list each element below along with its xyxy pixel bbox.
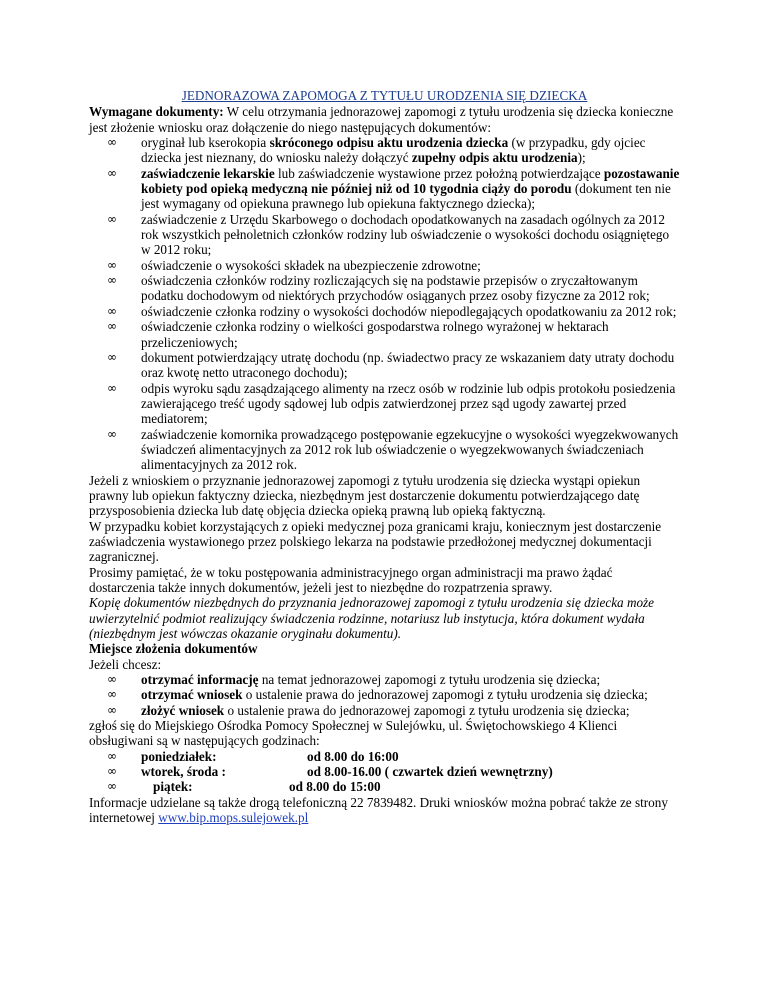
list-item (107, 702, 680, 718)
option-bold: otrzymać informację (141, 672, 259, 688)
hours-day: piątek: (153, 779, 193, 795)
copies-note: Kopię dokumentów niezbędnych do przyznania jednorazowej zapomogi z tytułu urodzenia się dziecka może uwierzytelnić podmiot realizujący świadczenia rodzinne, notariusz lub instytucja, która dokument wydała (niezbędnym jest wówczas okazanie oryginału dokumentu). (89, 595, 655, 642)
item-text: (dokument ten nie jest wymagany od opiekuna prawnego lub opiekuna faktycznego dziecka); (141, 181, 671, 212)
item-text: oryginał lub kserokopia (141, 135, 270, 151)
other-documents-paragraph: Prosimy pamiętać, że w toku postępowania administracyjnego organ administracji ma prawo żądać dostarczenia także innych dokumentów, jeżeli jest to niezbędne do rozpatrzenia sprawy. (89, 564, 613, 595)
hours-time: od 8.00-16.00 ( czwartek dzień wewnętrzny) (307, 764, 553, 780)
bullet-icon: ∞ (107, 273, 117, 288)
bullet-icon: ∞ (107, 380, 117, 395)
item-text: oświadczenie członka rodziny o wysokości dochodów niepodlegających opodatkowaniu za 2012 rok; (141, 303, 677, 319)
bullet-icon: ∞ (107, 687, 117, 702)
item-text: lub zaświadczenie wystawione przez położną potwierdzające (274, 165, 604, 181)
hours-time: od 8.00 do 16:00 (307, 748, 399, 764)
item-bold: zaświadczenie lekarskie (141, 165, 275, 181)
list-item (107, 303, 680, 319)
bullet-icon: ∞ (107, 426, 117, 441)
bullet-icon: ∞ (107, 764, 117, 779)
item-text: oświadczenie o wysokości składek na ubezpieczenie zdrowotne; (141, 257, 481, 273)
item-text: (w przypadku, gdy ojciec dziecka jest nieznany, do wniosku należy dołączyć (141, 135, 646, 166)
bullet-icon: ∞ (107, 303, 117, 318)
list-item (107, 687, 680, 703)
list-item (107, 672, 680, 688)
hours-row (107, 779, 680, 795)
option-text: o ustalenie prawa do jednorazowej zapomogi z tytułu urodzenia się dziecka; (224, 702, 630, 718)
item-text: zaświadczenie komornika prowadzącego postępowanie egzekucyjne o wysokości wyegzekwowanych świadczeń alimentacyjnych za 2012 rok lub oświadczenie o wyegzekwowanych świadczeniach alimentacyjnych za 2012 rok. (141, 426, 679, 473)
place-heading-text: Miejsce złożenia dokumentów (89, 641, 258, 657)
list-item (107, 165, 680, 212)
list-item (107, 211, 680, 258)
item-bold: pozostawanie kobiety pod opieką medyczną nie później niż od 10 tygodnia ciąży do porodu (141, 165, 680, 197)
list-item (107, 426, 680, 473)
list-item (107, 257, 680, 273)
item-bold: zupełny odpis aktu urodzenia (411, 150, 578, 166)
footer-text: Informacje udzielane są także drogą telefoniczną 22 7839482. Druki wniosków można pobrać także ze strony internetowej (89, 794, 668, 826)
list-item (107, 380, 680, 427)
bullet-icon: ∞ (107, 349, 117, 364)
item-text: dokument potwierdzający utratę dochodu (np. świadectwo pracy ze wskazaniem daty utraty dochodu oraz kwotę netto utraconego dochodu); (141, 349, 675, 381)
option-text: na temat jednorazowej zapomogi z tytułu urodzenia się dziecka; (258, 672, 601, 688)
required-documents-list (89, 135, 680, 473)
required-documents-intro (89, 104, 680, 135)
item-text: odpis wyroku sądu zasądzającego alimenty na rzecz osób w rodzinie lub odpis protokołu posiedzenia zawierającego treść ugody sądowej lub odpis zatwierdzonej przez sąd ugody zawartej przed mediatorem; (141, 380, 676, 427)
bullet-icon: ∞ (107, 748, 117, 763)
bullet-icon: ∞ (107, 257, 117, 272)
list-item (107, 319, 680, 350)
item-text: ); (577, 150, 586, 166)
hours-day: wtorek, środa : (141, 764, 226, 780)
abroad-paragraph: W przypadku kobiet korzystających z opieki medycznej poza granicami kraju, koniecznym jest dostarczenie zaświadczenia wystawionego przez polskiego lekarza na podstawie przedłożonej medycznej dokumentacji zagranicznej. (89, 518, 662, 565)
opening-hours-list (89, 749, 680, 795)
bullet-icon: ∞ (107, 672, 117, 687)
place-heading (89, 641, 680, 656)
bullet-icon: ∞ (107, 702, 117, 717)
option-text: o ustalenie prawa do jednorazowej zapomogi z tytułu urodzenia się dziecka; (242, 687, 648, 703)
item-bold: skróconego odpisu aktu urodzenia dziecka (269, 135, 509, 151)
website-link[interactable]: www.bip.mops.sulejowek.pl (158, 810, 309, 826)
list-item (107, 135, 680, 166)
hours-day: poniedziałek: (141, 748, 217, 764)
hours-time: od 8.00 do 15:00 (289, 779, 381, 795)
bullet-icon: ∞ (107, 319, 117, 334)
list-item (107, 273, 680, 304)
bullet-icon: ∞ (107, 779, 117, 794)
footer-paragraph (89, 795, 680, 826)
hours-row (107, 764, 680, 780)
office-paragraph: zgłoś się do Miejskiego Ośrodka Pomocy Społecznej w Sulejówku, ul. Świętochowskiego 4 Klienci obsługiwani są w następujących godzinach: (89, 718, 618, 749)
option-bold: złożyć wniosek (141, 702, 225, 718)
item-text: oświadczenia członków rodziny rozliczających się na podstawie przepisów o zryczałtowanym podatku dochodowym od niektórych przychodów osiąganych przez osoby fizyczne za 2012 rok; (141, 273, 650, 304)
bullet-icon: ∞ (107, 135, 117, 150)
guardian-paragraph: Jeżeli z wnioskiem o przyznanie jednorazowej zapomogi z tytułu urodzenia się dziecka wystąpi opiekun prawny lub opiekun faktyczny dziecka, niezbędnym jest dostarczenie dokumentu potwierdzającego datę przysposobienia dziecka lub datę objęcia dziecka opieką prawną lub opieką faktyczną. (89, 472, 641, 519)
bullet-icon: ∞ (107, 211, 117, 226)
if-you-want: Jeżeli chcesz: (89, 656, 162, 672)
list-item (107, 349, 680, 381)
item-text: zaświadczenie z Urzędu Skarbowego o dochodach opodatkowanych na zasadach ogólnych za 2012 rok wszystkich pełnoletnich członków rodziny lub oświadczenie o wysokości dochodu osiągniętego w 2012 roku; (141, 211, 670, 258)
required-documents-text: W celu otrzymania jednorazowej zapomogi z tytułu urodzenia się dziecka konieczne jest złożenie wniosku oraz dołączenie do niego następujących dokumentów: (89, 104, 674, 135)
hours-row (107, 748, 680, 764)
bullet-icon: ∞ (107, 165, 117, 180)
options-list (89, 672, 680, 718)
item-text: oświadczenie członka rodziny o wielkości gospodarstwa rolnego wyrażonej w hektarach przeliczeniowych; (141, 319, 609, 350)
option-bold: otrzymać wniosek (141, 687, 243, 703)
required-documents-label: Wymagane dokumenty: (89, 104, 224, 120)
document-title: JEDNORAZOWA ZAPOMOGA Z TYTUŁU URODZENIA SIĘ DZIECKA (181, 88, 588, 103)
